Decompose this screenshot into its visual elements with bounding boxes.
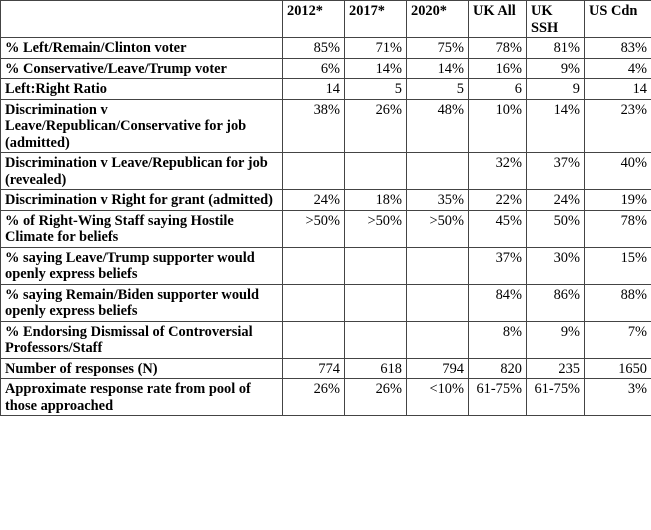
table-row [1, 190, 651, 211]
value-cell [345, 153, 407, 190]
table-row [1, 38, 651, 59]
header-cell-2012: 2012* [283, 1, 345, 38]
header-cell-us-cdn: US Cdn [585, 1, 651, 38]
table-body [1, 38, 651, 416]
header-row [1, 1, 651, 38]
row-label: Left:Right Ratio [1, 79, 283, 100]
value-cell: 85% [283, 38, 345, 59]
value-cell: 78% [585, 210, 651, 247]
row-label: Discrimination v Right for grant (admitted) [1, 190, 283, 211]
value-cell: 14 [585, 79, 651, 100]
value-cell: 14% [345, 58, 407, 79]
value-cell: 14 [283, 79, 345, 100]
value-cell: 23% [585, 99, 651, 153]
value-cell: 37% [469, 247, 527, 284]
value-cell: >50% [283, 210, 345, 247]
value-cell: 61-75% [527, 379, 585, 416]
value-cell: 3% [585, 379, 651, 416]
table-row [1, 379, 651, 416]
table-row [1, 358, 651, 379]
value-cell: 32% [469, 153, 527, 190]
header-cell-2017: 2017* [345, 1, 407, 38]
value-cell: 75% [407, 38, 469, 59]
value-cell: 6% [283, 58, 345, 79]
value-cell [283, 321, 345, 358]
value-cell: 8% [469, 321, 527, 358]
value-cell: 235 [527, 358, 585, 379]
value-cell: 5 [407, 79, 469, 100]
header-cell-blank [1, 1, 283, 38]
value-cell: 26% [283, 379, 345, 416]
value-cell: 78% [469, 38, 527, 59]
value-cell: 50% [527, 210, 585, 247]
header-cell-2020: 2020* [407, 1, 469, 38]
value-cell: 38% [283, 99, 345, 153]
row-label: % of Right-Wing Staff saying Hostile Climate for beliefs [1, 210, 283, 247]
table-row [1, 247, 651, 284]
value-cell: 40% [585, 153, 651, 190]
row-label: % Endorsing Dismissal of Controversial Professors/Staff [1, 321, 283, 358]
value-cell: 618 [345, 358, 407, 379]
value-cell: <10% [407, 379, 469, 416]
value-cell [345, 284, 407, 321]
value-cell: >50% [407, 210, 469, 247]
value-cell: 15% [585, 247, 651, 284]
value-cell: 774 [283, 358, 345, 379]
header-cell-uk-ssh: UK SSH [527, 1, 585, 38]
value-cell: 1650 [585, 358, 651, 379]
value-cell: 45% [469, 210, 527, 247]
value-cell: 48% [407, 99, 469, 153]
header-cell-uk-all: UK All [469, 1, 527, 38]
value-cell [283, 153, 345, 190]
value-cell: 10% [469, 99, 527, 153]
row-label: Discrimination v Leave/Republican for job (revealed) [1, 153, 283, 190]
value-cell: >50% [345, 210, 407, 247]
value-cell: 35% [407, 190, 469, 211]
value-cell: 794 [407, 358, 469, 379]
row-label: Discrimination v Leave/Republican/Conservative for job (admitted) [1, 99, 283, 153]
table-row [1, 153, 651, 190]
value-cell [407, 153, 469, 190]
value-cell: 86% [527, 284, 585, 321]
value-cell: 9% [527, 321, 585, 358]
value-cell: 14% [407, 58, 469, 79]
value-cell: 9% [527, 58, 585, 79]
value-cell: 9 [527, 79, 585, 100]
value-cell [407, 247, 469, 284]
row-label: % Conservative/Leave/Trump voter [1, 58, 283, 79]
row-label: % Left/Remain/Clinton voter [1, 38, 283, 59]
value-cell: 88% [585, 284, 651, 321]
row-label: Approximate response rate from pool of those approached [1, 379, 283, 416]
value-cell: 30% [527, 247, 585, 284]
value-cell [283, 284, 345, 321]
value-cell: 83% [585, 38, 651, 59]
value-cell: 37% [527, 153, 585, 190]
value-cell: 22% [469, 190, 527, 211]
value-cell [407, 284, 469, 321]
value-cell [345, 247, 407, 284]
value-cell: 7% [585, 321, 651, 358]
row-label: % saying Remain/Biden supporter would openly express beliefs [1, 284, 283, 321]
value-cell [283, 247, 345, 284]
value-cell: 18% [345, 190, 407, 211]
value-cell: 81% [527, 38, 585, 59]
value-cell: 820 [469, 358, 527, 379]
value-cell: 26% [345, 99, 407, 153]
value-cell: 14% [527, 99, 585, 153]
table-row [1, 321, 651, 358]
row-label: Number of responses (N) [1, 358, 283, 379]
value-cell: 71% [345, 38, 407, 59]
table-row [1, 284, 651, 321]
table-row [1, 99, 651, 153]
row-label: % saying Leave/Trump supporter would openly express beliefs [1, 247, 283, 284]
table-row [1, 79, 651, 100]
table-row [1, 210, 651, 247]
value-cell: 6 [469, 79, 527, 100]
value-cell: 24% [283, 190, 345, 211]
value-cell: 24% [527, 190, 585, 211]
value-cell: 26% [345, 379, 407, 416]
value-cell: 16% [469, 58, 527, 79]
value-cell [407, 321, 469, 358]
value-cell: 61-75% [469, 379, 527, 416]
value-cell: 5 [345, 79, 407, 100]
value-cell: 19% [585, 190, 651, 211]
table-row [1, 58, 651, 79]
value-cell [345, 321, 407, 358]
value-cell: 84% [469, 284, 527, 321]
value-cell: 4% [585, 58, 651, 79]
